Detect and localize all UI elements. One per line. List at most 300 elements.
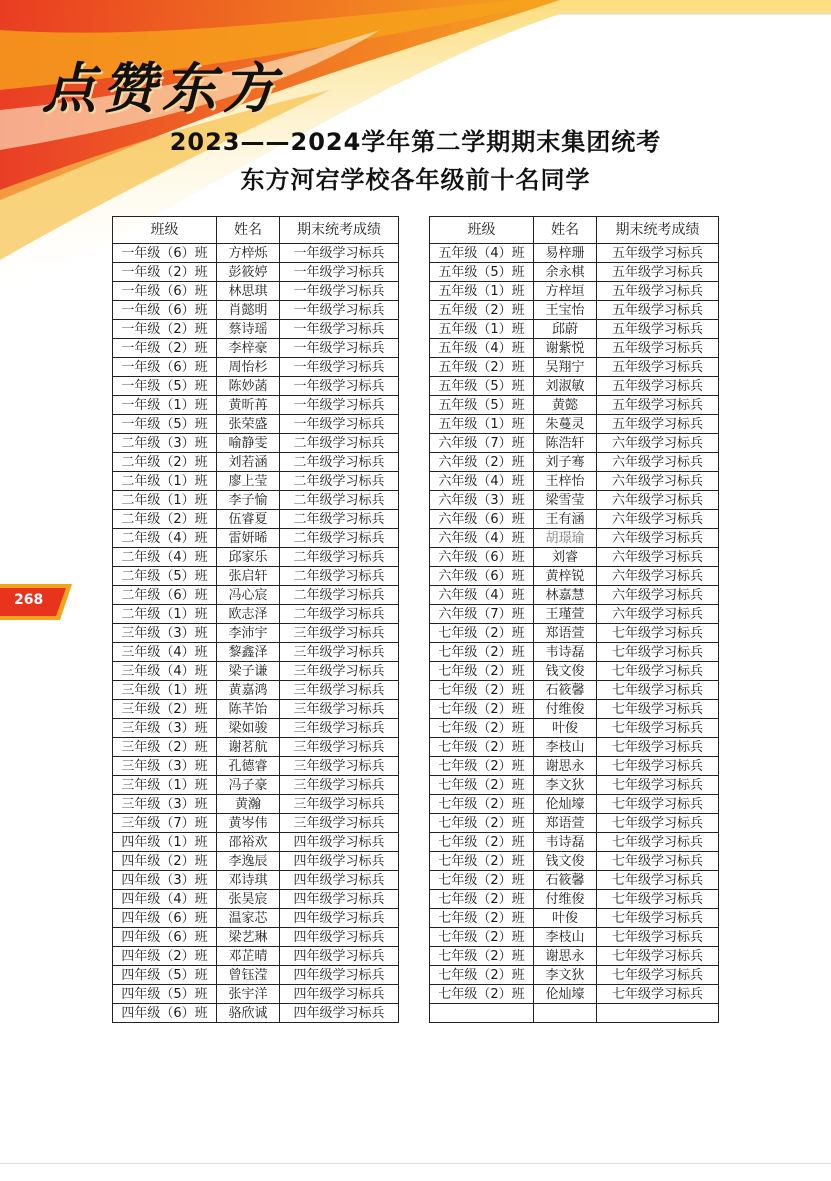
brand-title: 点赞东方 <box>42 56 282 120</box>
cell-name: 蔡诗瑶 <box>217 320 280 339</box>
cell-class: 七年级（2）班 <box>430 662 534 681</box>
cell-name: 韦诗磊 <box>534 833 597 852</box>
table-row <box>430 358 719 377</box>
cell-name: 方梓烁 <box>217 244 280 263</box>
table-row <box>113 320 399 339</box>
table-row <box>113 358 399 377</box>
cell-class: 三年级（1）班 <box>113 776 217 795</box>
cell-class: 六年级（4）班 <box>430 529 534 548</box>
cell-result: 六年级学习标兵 <box>597 529 719 548</box>
cell-name: 谢思永 <box>534 757 597 776</box>
table-body <box>430 244 719 1023</box>
cell-class <box>430 1004 534 1023</box>
cell-class: 七年级（2）班 <box>430 643 534 662</box>
cell-result: 四年级学习标兵 <box>280 928 399 947</box>
cell-class: 五年级（1）班 <box>430 320 534 339</box>
table-row <box>113 871 399 890</box>
cell-class: 一年级（6）班 <box>113 358 217 377</box>
cell-result: 一年级学习标兵 <box>280 415 399 434</box>
table-row <box>113 700 399 719</box>
cell-name: 陈芊饴 <box>217 700 280 719</box>
table-row <box>430 586 719 605</box>
table-row <box>113 643 399 662</box>
table-row <box>430 909 719 928</box>
cell-class: 五年级（4）班 <box>430 339 534 358</box>
table-row <box>430 871 719 890</box>
cell-class: 一年级（5）班 <box>113 377 217 396</box>
table-body <box>113 244 399 1023</box>
cell-result: 五年级学习标兵 <box>597 415 719 434</box>
cell-result: 六年级学习标兵 <box>597 605 719 624</box>
cell-result: 七年级学习标兵 <box>597 757 719 776</box>
cell-class: 七年级（2）班 <box>430 776 534 795</box>
cell-result: 六年级学习标兵 <box>597 548 719 567</box>
cell-class: 二年级（4）班 <box>113 548 217 567</box>
cell-name: 黄昕苒 <box>217 396 280 415</box>
cell-class: 五年级（4）班 <box>430 244 534 263</box>
cell-class: 七年级（2）班 <box>430 833 534 852</box>
cell-class: 一年级（1）班 <box>113 396 217 415</box>
cell-name: 张启轩 <box>217 567 280 586</box>
cell-class: 四年级（2）班 <box>113 852 217 871</box>
table-row <box>430 396 719 415</box>
table-row <box>430 681 719 700</box>
table-row <box>430 795 719 814</box>
cell-name: 叶俊 <box>534 909 597 928</box>
table-row <box>113 624 399 643</box>
header-class: 班级 <box>113 217 217 244</box>
cell-name: 彭筱婷 <box>217 263 280 282</box>
cell-class: 七年级（2）班 <box>430 700 534 719</box>
cell-result: 二年级学习标兵 <box>280 434 399 453</box>
table-row <box>430 738 719 757</box>
cell-class: 六年级（3）班 <box>430 491 534 510</box>
cell-result: 二年级学习标兵 <box>280 548 399 567</box>
cell-result: 三年级学习标兵 <box>280 795 399 814</box>
cell-name: 谢茗航 <box>217 738 280 757</box>
table-row <box>430 453 719 472</box>
table-row <box>113 510 399 529</box>
cell-result: 二年级学习标兵 <box>280 510 399 529</box>
cell-name: 梁雪莹 <box>534 491 597 510</box>
table-row <box>430 510 719 529</box>
table-row <box>430 624 719 643</box>
table-row <box>113 396 399 415</box>
cell-class: 三年级（3）班 <box>113 757 217 776</box>
cell-class: 二年级（1）班 <box>113 605 217 624</box>
cell-result: 六年级学习标兵 <box>597 453 719 472</box>
table-row <box>430 719 719 738</box>
cell-name: 伦灿壕 <box>534 985 597 1004</box>
cell-result: 二年级学习标兵 <box>280 529 399 548</box>
cell-class: 三年级（4）班 <box>113 643 217 662</box>
table-row <box>113 434 399 453</box>
table-row <box>113 852 399 871</box>
table-row <box>430 263 719 282</box>
table-row <box>430 947 719 966</box>
cell-name: 邓诗琪 <box>217 871 280 890</box>
table-row <box>430 852 719 871</box>
cell-result: 五年级学习标兵 <box>597 263 719 282</box>
cell-result: 二年级学习标兵 <box>280 586 399 605</box>
cell-result: 四年级学习标兵 <box>280 890 399 909</box>
cell-name: 李逸辰 <box>217 852 280 871</box>
header-class: 班级 <box>430 217 534 244</box>
cell-result: 六年级学习标兵 <box>597 567 719 586</box>
cell-result: 三年级学习标兵 <box>280 719 399 738</box>
cell-name: 黎鑫泽 <box>217 643 280 662</box>
table-row <box>430 244 719 263</box>
cell-name: 雷妍晞 <box>217 529 280 548</box>
table-row <box>430 757 719 776</box>
table-row <box>113 453 399 472</box>
cell-class: 三年级（4）班 <box>113 662 217 681</box>
header-result: 期末统考成绩 <box>280 217 399 244</box>
cell-class: 五年级（5）班 <box>430 396 534 415</box>
table-row <box>113 301 399 320</box>
cell-name: 邵裕欢 <box>217 833 280 852</box>
cell-class: 四年级（5）班 <box>113 985 217 1004</box>
cell-result: 五年级学习标兵 <box>597 377 719 396</box>
cell-result: 二年级学习标兵 <box>280 567 399 586</box>
header-result: 期末统考成绩 <box>597 217 719 244</box>
cell-name: 方梓垣 <box>534 282 597 301</box>
cell-class: 三年级（7）班 <box>113 814 217 833</box>
cell-result: 二年级学习标兵 <box>280 453 399 472</box>
cell-result: 七年级学习标兵 <box>597 890 719 909</box>
table-row <box>430 662 719 681</box>
cell-result: 三年级学习标兵 <box>280 643 399 662</box>
cell-class: 三年级（2）班 <box>113 700 217 719</box>
cell-name: 谢紫悦 <box>534 339 597 358</box>
cell-result: 七年级学习标兵 <box>597 833 719 852</box>
cell-class: 六年级（4）班 <box>430 586 534 605</box>
table-row <box>113 263 399 282</box>
cell-class: 三年级（3）班 <box>113 719 217 738</box>
cell-result: 七年级学习标兵 <box>597 776 719 795</box>
cell-result: 三年级学习标兵 <box>280 681 399 700</box>
cell-result: 五年级学习标兵 <box>597 339 719 358</box>
cell-class: 一年级（6）班 <box>113 282 217 301</box>
cell-class: 七年级（2）班 <box>430 928 534 947</box>
cell-name: 郑语萱 <box>534 814 597 833</box>
cell-name: 李沛宇 <box>217 624 280 643</box>
cell-result: 一年级学习标兵 <box>280 377 399 396</box>
cell-name: 张宇洋 <box>217 985 280 1004</box>
cell-name: 刘子骞 <box>534 453 597 472</box>
cell-class: 四年级（2）班 <box>113 947 217 966</box>
cell-result: 一年级学习标兵 <box>280 244 399 263</box>
cell-name: 邱家乐 <box>217 548 280 567</box>
cell-class: 六年级（6）班 <box>430 567 534 586</box>
table-row <box>113 282 399 301</box>
cell-class: 四年级（3）班 <box>113 871 217 890</box>
table-row <box>113 415 399 434</box>
cell-result: 六年级学习标兵 <box>597 472 719 491</box>
cell-class: 五年级（1）班 <box>430 415 534 434</box>
cell-result: 五年级学习标兵 <box>597 301 719 320</box>
footer-divider <box>0 1163 831 1164</box>
cell-result: 六年级学习标兵 <box>597 434 719 453</box>
cell-class: 六年级（2）班 <box>430 453 534 472</box>
cell-result: 二年级学习标兵 <box>280 491 399 510</box>
cell-class: 七年级（2）班 <box>430 852 534 871</box>
cell-result: 七年级学习标兵 <box>597 681 719 700</box>
cell-class: 二年级（1）班 <box>113 491 217 510</box>
cell-class: 一年级（2）班 <box>113 320 217 339</box>
header-name: 姓名 <box>217 217 280 244</box>
cell-result: 一年级学习标兵 <box>280 396 399 415</box>
cell-name: 廖上莹 <box>217 472 280 491</box>
table-row <box>113 244 399 263</box>
cell-result: 二年级学习标兵 <box>280 605 399 624</box>
cell-class: 七年级（2）班 <box>430 871 534 890</box>
cell-name: 骆欣诚 <box>217 1004 280 1023</box>
cell-result: 七年级学习标兵 <box>597 624 719 643</box>
cell-result: 五年级学习标兵 <box>597 244 719 263</box>
cell-name: 王梓怡 <box>534 472 597 491</box>
table-row <box>113 377 399 396</box>
table-row <box>430 833 719 852</box>
cell-result: 七年级学习标兵 <box>597 643 719 662</box>
table-row <box>113 928 399 947</box>
cell-class: 七年级（2）班 <box>430 624 534 643</box>
cell-name <box>534 1004 597 1023</box>
table-row <box>430 605 719 624</box>
cell-class: 二年级（2）班 <box>113 453 217 472</box>
table-row <box>113 776 399 795</box>
cell-class: 六年级（4）班 <box>430 472 534 491</box>
table-row <box>430 377 719 396</box>
cell-class: 一年级（5）班 <box>113 415 217 434</box>
cell-class: 三年级（2）班 <box>113 738 217 757</box>
cell-name: 刘淑敏 <box>534 377 597 396</box>
cell-result: 七年级学习标兵 <box>597 852 719 871</box>
cell-class: 一年级（6）班 <box>113 301 217 320</box>
cell-result: 七年级学习标兵 <box>597 738 719 757</box>
cell-class: 七年级（2）班 <box>430 890 534 909</box>
cell-name: 钱文俊 <box>534 662 597 681</box>
table-row <box>430 472 719 491</box>
table-row <box>113 491 399 510</box>
table-row <box>430 814 719 833</box>
cell-result: 四年级学习标兵 <box>280 871 399 890</box>
cell-name: 石筱馨 <box>534 871 597 890</box>
table-row <box>430 890 719 909</box>
header-name: 姓名 <box>534 217 597 244</box>
cell-result: 三年级学习标兵 <box>280 700 399 719</box>
cell-result: 五年级学习标兵 <box>597 282 719 301</box>
cell-result: 三年级学习标兵 <box>280 757 399 776</box>
table-row <box>113 909 399 928</box>
cell-class: 七年级（2）班 <box>430 966 534 985</box>
cell-result: 一年级学习标兵 <box>280 358 399 377</box>
cell-name: 李子愉 <box>217 491 280 510</box>
table-row <box>113 738 399 757</box>
table-row <box>113 947 399 966</box>
cell-class: 三年级（1）班 <box>113 681 217 700</box>
table-row <box>113 529 399 548</box>
cell-name: 黄岑伟 <box>217 814 280 833</box>
cell-class: 七年级（2）班 <box>430 909 534 928</box>
cell-class: 六年级（7）班 <box>430 434 534 453</box>
cell-name: 张昊宸 <box>217 890 280 909</box>
table-row <box>430 928 719 947</box>
cell-result: 三年级学习标兵 <box>280 814 399 833</box>
cell-result: 五年级学习标兵 <box>597 320 719 339</box>
cell-class: 五年级（2）班 <box>430 358 534 377</box>
cell-name: 陈浩轩 <box>534 434 597 453</box>
table-row <box>113 662 399 681</box>
cell-result: 四年级学习标兵 <box>280 947 399 966</box>
table-row <box>113 1004 399 1023</box>
cell-class: 一年级（2）班 <box>113 339 217 358</box>
cell-name: 付维俊 <box>534 700 597 719</box>
table-row <box>113 586 399 605</box>
cell-result: 七年级学习标兵 <box>597 928 719 947</box>
cell-result: 一年级学习标兵 <box>280 339 399 358</box>
cell-class: 七年级（2）班 <box>430 719 534 738</box>
cell-name: 李梓豪 <box>217 339 280 358</box>
table-row <box>430 567 719 586</box>
cell-name: 钱文俊 <box>534 852 597 871</box>
cell-result: 七年级学习标兵 <box>597 966 719 985</box>
cell-result: 七年级学习标兵 <box>597 795 719 814</box>
cell-name: 韦诗磊 <box>534 643 597 662</box>
cell-class: 五年级（5）班 <box>430 263 534 282</box>
cell-name: 付维俊 <box>534 890 597 909</box>
cell-name: 温家芯 <box>217 909 280 928</box>
cell-result: 七年级学习标兵 <box>597 871 719 890</box>
cell-name: 邓芷晴 <box>217 947 280 966</box>
table-row <box>113 833 399 852</box>
table-row <box>430 301 719 320</box>
page-title-line1: 2023——2024学年第二学期期末集团统考 <box>169 128 662 156</box>
cell-class: 二年级（6）班 <box>113 586 217 605</box>
cell-name: 石筱馨 <box>534 681 597 700</box>
table-header-row <box>430 217 719 244</box>
cell-class: 二年级（2）班 <box>113 510 217 529</box>
table-row <box>430 491 719 510</box>
cell-name: 李枝山 <box>534 928 597 947</box>
cell-name: 黄懿 <box>534 396 597 415</box>
table-header-row <box>113 217 399 244</box>
cell-class: 六年级（6）班 <box>430 548 534 567</box>
cell-class: 六年级（7）班 <box>430 605 534 624</box>
cell-name: 吴翔宁 <box>534 358 597 377</box>
cell-result: 二年级学习标兵 <box>280 472 399 491</box>
cell-result: 七年级学习标兵 <box>597 700 719 719</box>
cell-result: 四年级学习标兵 <box>280 985 399 1004</box>
cell-name: 李枝山 <box>534 738 597 757</box>
cell-class: 四年级（6）班 <box>113 909 217 928</box>
table-row <box>113 567 399 586</box>
cell-name: 李文狄 <box>534 776 597 795</box>
table-row <box>430 548 719 567</box>
cell-result: 四年级学习标兵 <box>280 1004 399 1023</box>
cell-result: 五年级学习标兵 <box>597 358 719 377</box>
cell-result: 一年级学习标兵 <box>280 263 399 282</box>
cell-name: 黄梓锐 <box>534 567 597 586</box>
cell-name: 伍睿夏 <box>217 510 280 529</box>
table-row <box>430 529 719 548</box>
cell-name: 林嘉慧 <box>534 586 597 605</box>
table-row <box>113 966 399 985</box>
cell-class: 五年级（5）班 <box>430 377 534 396</box>
cell-result: 四年级学习标兵 <box>280 833 399 852</box>
cell-class: 二年级（3）班 <box>113 434 217 453</box>
cell-name: 易梓珊 <box>534 244 597 263</box>
cell-name: 黄瀚 <box>217 795 280 814</box>
cell-result: 七年级学习标兵 <box>597 662 719 681</box>
table-row <box>430 966 719 985</box>
cell-name: 张荣盛 <box>217 415 280 434</box>
table-row <box>430 776 719 795</box>
cell-class: 一年级（6）班 <box>113 244 217 263</box>
table-row <box>113 681 399 700</box>
cell-result: 六年级学习标兵 <box>597 510 719 529</box>
page-number: 268 <box>14 592 44 608</box>
table-row <box>113 719 399 738</box>
cell-result: 六年级学习标兵 <box>597 586 719 605</box>
cell-name: 刘睿 <box>534 548 597 567</box>
cell-name: 朱蔓灵 <box>534 415 597 434</box>
cell-class: 七年级（2）班 <box>430 795 534 814</box>
cell-class: 二年级（5）班 <box>113 567 217 586</box>
cell-name: 欧志泽 <box>217 605 280 624</box>
table-row <box>113 548 399 567</box>
cell-name: 刘若涵 <box>217 453 280 472</box>
cell-class: 五年级（2）班 <box>430 301 534 320</box>
cell-class: 四年级（4）班 <box>113 890 217 909</box>
cell-result: 三年级学习标兵 <box>280 624 399 643</box>
table-row <box>113 814 399 833</box>
table-row <box>430 700 719 719</box>
cell-result: 三年级学习标兵 <box>280 738 399 757</box>
cell-result: 三年级学习标兵 <box>280 662 399 681</box>
cell-name: 冯子豪 <box>217 776 280 795</box>
table-row <box>113 757 399 776</box>
cell-result: 七年级学习标兵 <box>597 719 719 738</box>
cell-class: 二年级（4）班 <box>113 529 217 548</box>
cell-name: 叶俊 <box>534 719 597 738</box>
cell-name: 梁如骏 <box>217 719 280 738</box>
cell-class: 一年级（2）班 <box>113 263 217 282</box>
cell-name: 王瑾萱 <box>534 605 597 624</box>
cell-name: 孔德睿 <box>217 757 280 776</box>
cell-class: 四年级（1）班 <box>113 833 217 852</box>
table-row <box>430 415 719 434</box>
table-row <box>430 434 719 453</box>
cell-result: 一年级学习标兵 <box>280 282 399 301</box>
cell-name: 邱蔚 <box>534 320 597 339</box>
table-row <box>113 890 399 909</box>
cell-class: 四年级（5）班 <box>113 966 217 985</box>
cell-result: 七年级学习标兵 <box>597 814 719 833</box>
cell-name: 林思琪 <box>217 282 280 301</box>
cell-result <box>597 1004 719 1023</box>
cell-class: 二年级（1）班 <box>113 472 217 491</box>
cell-class: 七年级（2）班 <box>430 985 534 1004</box>
cell-class: 七年级（2）班 <box>430 738 534 757</box>
cell-name: 胡璟瑜 <box>534 529 597 548</box>
cell-name: 黄嘉鸿 <box>217 681 280 700</box>
ranking-table-left <box>112 216 399 1023</box>
cell-name: 喻静雯 <box>217 434 280 453</box>
cell-name: 陈妙菡 <box>217 377 280 396</box>
cell-name: 王宝怡 <box>534 301 597 320</box>
table-row <box>113 985 399 1004</box>
